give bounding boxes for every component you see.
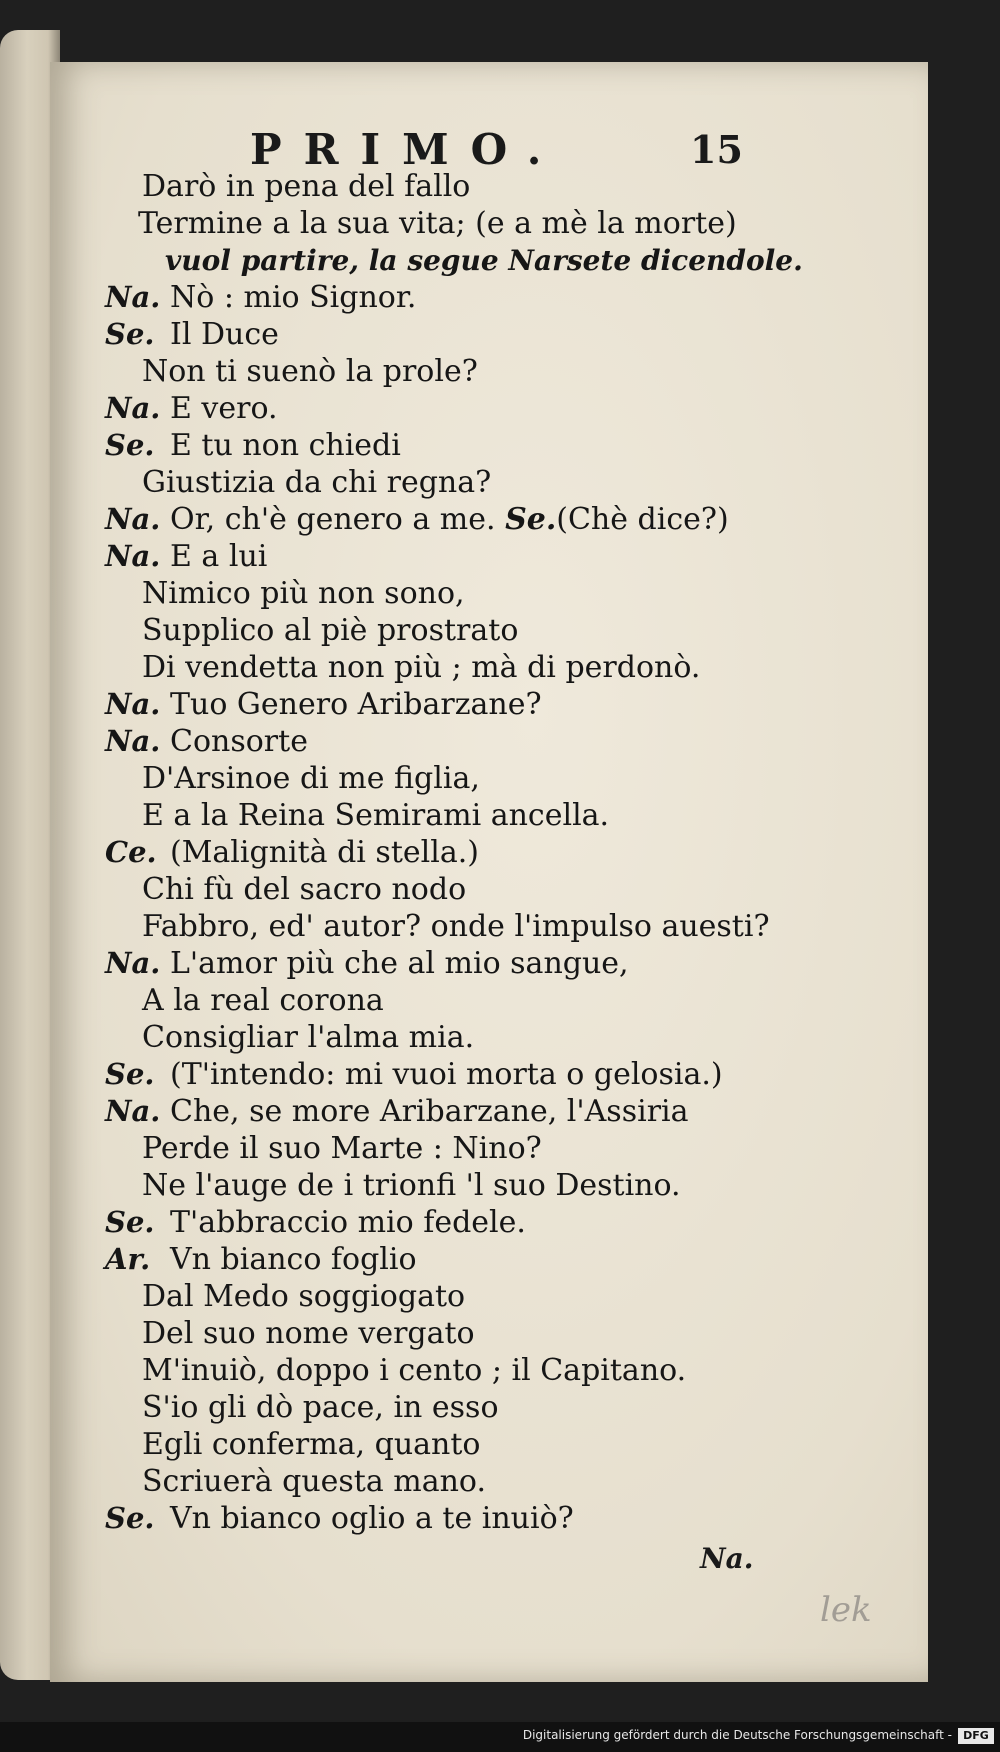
line-text <box>170 945 629 982</box>
line-text <box>142 575 465 612</box>
verse-line <box>100 1389 800 1426</box>
verse-line <box>100 353 800 390</box>
pencil-mark: lek <box>820 1590 872 1630</box>
line-main-text: Non ti suenò la prole? <box>142 354 478 389</box>
verse-line <box>100 612 800 649</box>
verse-line <box>100 1093 800 1130</box>
inline-speaker-label: Se. <box>505 502 557 537</box>
line-text <box>170 501 729 538</box>
verse-line <box>100 649 800 686</box>
line-main-text: Ne l'auge de i trionfi 'l suo Destino. <box>142 1168 681 1203</box>
line-main-text: E tu non chiedi <box>170 428 401 463</box>
speaker-label: Na. <box>105 502 161 536</box>
line-main-text: E a la Reina Semirami ancella. <box>142 798 610 833</box>
verse-line <box>100 1463 800 1500</box>
line-text <box>142 1130 542 1167</box>
line-text <box>170 390 278 427</box>
verse-line <box>100 1352 800 1389</box>
line-text <box>142 982 384 1019</box>
verse-line <box>100 168 800 205</box>
verse-line <box>100 1278 800 1315</box>
verse-line <box>100 871 800 908</box>
line-main-text: Vn bianco oglio a te inuiò? <box>170 1501 574 1536</box>
line-text <box>142 1389 499 1426</box>
line-main-text: vuol partire, la segue Narsete dicendole. <box>165 244 803 277</box>
line-main-text: Darò in pena del fallo <box>142 169 471 204</box>
verse-line <box>100 316 800 353</box>
line-text <box>170 723 308 760</box>
line-text <box>170 279 416 316</box>
line-text <box>142 797 609 834</box>
footer-credit: Digitalisierung gefördert durch die Deutsche Forschungsgemeinschaft - <box>522 1728 952 1742</box>
line-main-text: M'inuiò, doppo i cento ; il Capitano. <box>142 1353 687 1388</box>
line-main-text: Che, se more Aribarzane, l'Assiria <box>170 1094 689 1129</box>
verse-line <box>100 1315 800 1352</box>
line-main-text: Supplico al piè prostrato <box>142 613 519 648</box>
verse-line <box>100 1500 800 1537</box>
verse-line <box>100 1167 800 1204</box>
line-text <box>170 686 542 723</box>
play-text <box>100 168 803 1537</box>
digitization-footer <box>0 1722 1000 1752</box>
verse-line <box>100 834 800 871</box>
line-main-text: S'io gli dò pace, in esso <box>142 1390 499 1425</box>
speaker-label: Se. <box>105 428 155 462</box>
line-text <box>142 1167 681 1204</box>
verse-line <box>100 945 800 982</box>
line-text <box>170 427 401 464</box>
speaker-label: Na. <box>105 280 161 314</box>
verse-line <box>100 982 800 1019</box>
speaker-label: Na. <box>105 539 161 573</box>
line-main-text: A la real corona <box>142 983 384 1018</box>
line-main-text: Del suo nome vergato <box>142 1316 475 1351</box>
line-text <box>170 1093 689 1130</box>
line-main-text: Perde il suo Marte : Nino? <box>142 1131 542 1166</box>
line-text <box>142 1019 474 1056</box>
catchword: Na. <box>700 1542 754 1575</box>
line-text <box>142 1278 465 1315</box>
verse-line <box>100 205 800 242</box>
line-main-text: Chi fù del sacro nodo <box>142 872 467 907</box>
line-main-text: Giustizia da chi regna? <box>142 465 492 500</box>
line-main-text: Fabbro, ed' autor? onde l'impulso auesti? <box>142 909 770 944</box>
running-title: PRIMO. <box>250 125 564 174</box>
line-text <box>142 464 491 501</box>
verse-line <box>100 686 800 723</box>
line-main-text: D'Arsinoe di me figlia, <box>142 761 480 796</box>
line-text <box>170 834 479 871</box>
line-main-text: Nimico più non sono, <box>142 576 465 611</box>
line-text <box>142 1352 686 1389</box>
verse-line <box>100 501 800 538</box>
line-text <box>170 1241 417 1278</box>
verse-line <box>100 427 800 464</box>
line-main-text: Vn bianco foglio <box>170 1242 417 1277</box>
line-main-text: Consigliar l'alma mia. <box>142 1020 475 1055</box>
line-text <box>142 649 700 686</box>
speaker-label: Na. <box>105 391 161 425</box>
speaker-label: Se. <box>105 1205 155 1239</box>
line-main-text: Or, ch'è genero a me. <box>170 502 496 537</box>
page-number: 15 <box>690 127 743 172</box>
line-text <box>165 242 803 279</box>
line-main-text: Di vendetta non più ; mà di perdonò. <box>142 650 701 685</box>
line-text <box>142 612 518 649</box>
line-text <box>142 168 470 205</box>
verse-line <box>100 1204 800 1241</box>
verse-line <box>100 390 800 427</box>
verse-line <box>100 723 800 760</box>
verse-line <box>100 1241 800 1278</box>
verse-line <box>100 464 800 501</box>
line-main-text: Termine a la sua vita; (e a mè la morte) <box>138 206 737 241</box>
speaker-label: Se. <box>105 1501 155 1535</box>
line-text <box>142 1426 480 1463</box>
line-text <box>170 1056 723 1093</box>
verse-line <box>100 1056 800 1093</box>
verse-line <box>100 760 800 797</box>
line-text <box>170 538 267 575</box>
line-text <box>170 1204 526 1241</box>
line-text <box>142 1463 486 1500</box>
line-text <box>142 1315 475 1352</box>
line-text <box>138 205 737 242</box>
inline-aside-text: (Chè dice?) <box>556 502 729 537</box>
line-main-text: Nò : mio Signor. <box>170 280 417 315</box>
line-main-text: T'abbraccio mio fedele. <box>170 1205 526 1240</box>
stage-direction <box>100 242 803 279</box>
verse-line <box>100 279 800 316</box>
line-text <box>142 908 770 945</box>
speaker-label: Na. <box>105 946 161 980</box>
verse-line <box>100 908 800 945</box>
verse-line <box>100 1426 800 1463</box>
speaker-label: Ce. <box>105 835 157 869</box>
verse-line <box>100 1019 800 1056</box>
speaker-label: Na. <box>105 724 161 758</box>
verse-line <box>100 797 800 834</box>
line-text <box>142 871 466 908</box>
line-text <box>142 353 478 390</box>
speaker-label: Ar. <box>105 1242 151 1276</box>
speaker-label: Na. <box>105 1094 161 1128</box>
verse-line <box>100 1130 800 1167</box>
line-text <box>170 316 279 353</box>
line-main-text: Dal Medo soggiogato <box>142 1279 466 1314</box>
speaker-label: Se. <box>105 1057 155 1091</box>
line-main-text: E vero. <box>170 391 278 426</box>
line-main-text: Tuo Genero Aribarzane? <box>170 687 542 722</box>
verse-line <box>100 575 800 612</box>
line-main-text: Scriuerà questa mano. <box>142 1464 487 1499</box>
dfg-logo: DFG <box>958 1728 994 1744</box>
line-main-text: L'amor più che al mio sangue, <box>170 946 629 981</box>
speaker-label: Se. <box>105 317 155 351</box>
line-main-text: (Malignità di stella.) <box>170 835 479 870</box>
line-main-text: E a lui <box>170 539 268 574</box>
line-text <box>142 760 480 797</box>
verse-line <box>100 538 800 575</box>
line-main-text: Il Duce <box>170 317 279 352</box>
line-text <box>170 1500 574 1537</box>
speaker-label: Na. <box>105 687 161 721</box>
line-main-text: Consorte <box>170 724 308 759</box>
line-main-text: (T'intendo: mi vuoi morta o gelosia.) <box>170 1057 723 1092</box>
line-main-text: Egli conferma, quanto <box>142 1427 481 1462</box>
